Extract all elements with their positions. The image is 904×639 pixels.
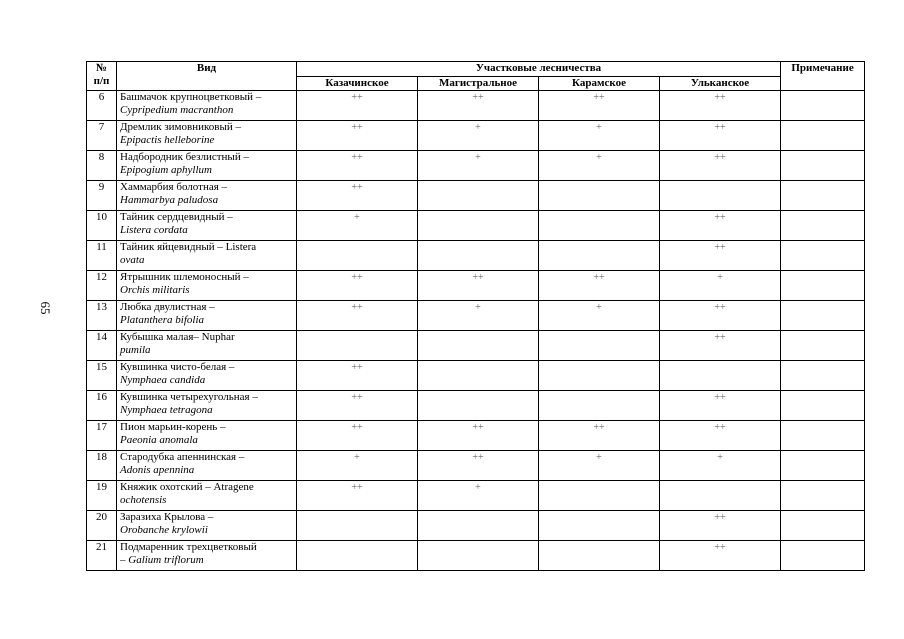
species-cell bbox=[117, 211, 297, 241]
presence-mark: ++ bbox=[297, 271, 418, 301]
species-name-latin: Platanthera bifolia bbox=[120, 314, 205, 326]
page-number: 65 bbox=[38, 301, 53, 315]
presence-mark bbox=[539, 241, 660, 271]
species-name-latin: Nymphaea candida bbox=[120, 374, 206, 386]
table-row bbox=[87, 541, 865, 571]
species-cell bbox=[117, 391, 297, 421]
header-forestry-magistralnoe: Магистральное bbox=[418, 77, 539, 91]
species-cell bbox=[117, 241, 297, 271]
note-cell bbox=[781, 361, 865, 391]
presence-mark: ++ bbox=[297, 91, 418, 121]
header-species: Вид bbox=[117, 62, 297, 91]
presence-mark: ++ bbox=[297, 361, 418, 391]
species-name-latin: pumila bbox=[120, 344, 151, 356]
header-forestry-kazachinskoe: Казачинское bbox=[297, 77, 418, 91]
presence-mark bbox=[297, 511, 418, 541]
presence-mark: + bbox=[660, 271, 781, 301]
table-row bbox=[87, 421, 865, 451]
presence-mark: + bbox=[539, 121, 660, 151]
presence-mark: + bbox=[297, 451, 418, 481]
presence-mark: ++ bbox=[660, 121, 781, 151]
presence-mark bbox=[660, 361, 781, 391]
row-number: 12 bbox=[87, 271, 117, 301]
presence-mark: ++ bbox=[539, 91, 660, 121]
species-name-ru: Хаммарбия болотная – bbox=[120, 181, 228, 193]
presence-mark: ++ bbox=[660, 241, 781, 271]
row-number: 21 bbox=[87, 541, 117, 571]
species-name-latin: Hammarbya paludosa bbox=[120, 194, 219, 206]
presence-mark: ++ bbox=[418, 271, 539, 301]
species-name-latin: Epipogium aphyllum bbox=[120, 164, 212, 176]
species-name-ru: Стародубка апеннинская – bbox=[120, 451, 245, 463]
species-name-latin: Paeonia anomala bbox=[120, 434, 198, 446]
presence-mark: ++ bbox=[418, 91, 539, 121]
presence-mark bbox=[418, 511, 539, 541]
table-row bbox=[87, 391, 865, 421]
species-name-ru: Надбородник безлистный – bbox=[120, 151, 249, 163]
presence-mark bbox=[539, 211, 660, 241]
presence-mark: ++ bbox=[539, 421, 660, 451]
presence-mark bbox=[297, 331, 418, 361]
row-number: 16 bbox=[87, 391, 117, 421]
table-row bbox=[87, 331, 865, 361]
presence-mark bbox=[418, 181, 539, 211]
header-num bbox=[87, 62, 117, 91]
note-cell bbox=[781, 541, 865, 571]
presence-mark bbox=[418, 241, 539, 271]
note-cell bbox=[781, 151, 865, 181]
note-cell bbox=[781, 121, 865, 151]
table-row bbox=[87, 181, 865, 211]
row-number: 11 bbox=[87, 241, 117, 271]
species-cell bbox=[117, 301, 297, 331]
row-number: 13 bbox=[87, 301, 117, 331]
presence-mark: ++ bbox=[539, 271, 660, 301]
species-cell bbox=[117, 451, 297, 481]
presence-mark: + bbox=[418, 151, 539, 181]
species-name-ru: Дремлик зимовниковый – bbox=[120, 121, 241, 133]
note-cell bbox=[781, 511, 865, 541]
table-row bbox=[87, 451, 865, 481]
note-cell bbox=[781, 481, 865, 511]
note-cell bbox=[781, 301, 865, 331]
species-name-ru: Тайник яйцевидный – Listera bbox=[120, 241, 257, 253]
presence-mark: ++ bbox=[418, 451, 539, 481]
species-name-ru: Башмачок крупноцветковый – bbox=[120, 91, 262, 103]
row-number: 19 bbox=[87, 481, 117, 511]
note-cell bbox=[781, 211, 865, 241]
species-cell bbox=[117, 91, 297, 121]
presence-mark: + bbox=[539, 301, 660, 331]
species-name-latin: Adonis apennina bbox=[120, 464, 195, 476]
presence-mark bbox=[418, 331, 539, 361]
species-name-ru: Подмаренник трехцветковый bbox=[120, 541, 257, 553]
presence-mark: ++ bbox=[660, 541, 781, 571]
species-name-latin: ochotensis bbox=[120, 494, 167, 506]
species-name-ru: Пион марьин-корень – bbox=[120, 421, 226, 433]
presence-mark: + bbox=[539, 151, 660, 181]
header-row-1 bbox=[87, 62, 865, 77]
species-table bbox=[86, 61, 865, 571]
species-name-latin: – Galium triflorum bbox=[120, 554, 204, 566]
row-number: 18 bbox=[87, 451, 117, 481]
presence-mark bbox=[297, 541, 418, 571]
species-cell bbox=[117, 421, 297, 451]
table-body bbox=[87, 91, 865, 571]
presence-mark bbox=[539, 181, 660, 211]
species-cell bbox=[117, 331, 297, 361]
presence-mark: ++ bbox=[297, 121, 418, 151]
note-cell bbox=[781, 181, 865, 211]
species-name-latin: Orobanche krylowii bbox=[120, 524, 208, 536]
species-name-ru: Тайник сердцевидный – bbox=[120, 211, 233, 223]
header-forestry-ulkanskoe: Ульканское bbox=[660, 77, 781, 91]
presence-mark bbox=[418, 541, 539, 571]
presence-mark: + bbox=[297, 211, 418, 241]
table-row bbox=[87, 301, 865, 331]
species-name-ru: Кувшинка чисто-белая – bbox=[120, 361, 235, 373]
table-row bbox=[87, 151, 865, 181]
species-cell bbox=[117, 121, 297, 151]
presence-mark: ++ bbox=[297, 421, 418, 451]
table-row bbox=[87, 91, 865, 121]
presence-mark: + bbox=[418, 481, 539, 511]
presence-mark: ++ bbox=[660, 301, 781, 331]
presence-mark: ++ bbox=[660, 211, 781, 241]
row-number: 6 bbox=[87, 91, 117, 121]
species-cell bbox=[117, 541, 297, 571]
note-cell bbox=[781, 421, 865, 451]
species-cell bbox=[117, 511, 297, 541]
presence-mark bbox=[539, 361, 660, 391]
presence-mark bbox=[539, 481, 660, 511]
table-row bbox=[87, 121, 865, 151]
species-name-latin: Orchis militaris bbox=[120, 284, 190, 296]
note-cell bbox=[781, 391, 865, 421]
presence-mark: ++ bbox=[660, 331, 781, 361]
presence-mark bbox=[297, 241, 418, 271]
species-cell bbox=[117, 271, 297, 301]
presence-mark: + bbox=[418, 301, 539, 331]
row-number: 9 bbox=[87, 181, 117, 211]
presence-mark bbox=[539, 511, 660, 541]
row-number: 17 bbox=[87, 421, 117, 451]
presence-mark: ++ bbox=[297, 181, 418, 211]
note-cell bbox=[781, 451, 865, 481]
presence-mark: ++ bbox=[297, 301, 418, 331]
note-cell bbox=[781, 91, 865, 121]
table-row bbox=[87, 481, 865, 511]
note-cell bbox=[781, 241, 865, 271]
species-cell bbox=[117, 151, 297, 181]
row-number: 7 bbox=[87, 121, 117, 151]
presence-mark: ++ bbox=[660, 421, 781, 451]
presence-mark: ++ bbox=[418, 421, 539, 451]
presence-mark bbox=[418, 361, 539, 391]
note-cell bbox=[781, 331, 865, 361]
species-name-latin: ovata bbox=[120, 254, 145, 266]
species-name-ru: Княжик охотский – Atragene bbox=[120, 481, 254, 493]
species-name-latin: Nymphaea tetragona bbox=[120, 404, 213, 416]
header-num-line2: п/п bbox=[93, 75, 110, 87]
presence-mark: ++ bbox=[660, 391, 781, 421]
species-name-ru: Любка двулистная – bbox=[120, 301, 215, 313]
table-row bbox=[87, 511, 865, 541]
note-cell bbox=[781, 271, 865, 301]
species-name-latin: Listera cordata bbox=[120, 224, 188, 236]
header-forestry-group: Участковые лесничества bbox=[297, 62, 781, 77]
presence-mark: ++ bbox=[660, 91, 781, 121]
row-number: 20 bbox=[87, 511, 117, 541]
presence-mark: ++ bbox=[660, 511, 781, 541]
species-name-latin: Cypripedium macranthon bbox=[120, 104, 234, 116]
presence-mark bbox=[418, 211, 539, 241]
species-name-ru: Заразиха Крылова – bbox=[120, 511, 214, 523]
species-cell bbox=[117, 481, 297, 511]
presence-mark: + bbox=[660, 451, 781, 481]
species-cell bbox=[117, 181, 297, 211]
presence-mark: ++ bbox=[660, 151, 781, 181]
presence-mark: ++ bbox=[297, 151, 418, 181]
presence-mark bbox=[418, 391, 539, 421]
header-note: Примечание bbox=[781, 62, 865, 91]
table-row bbox=[87, 361, 865, 391]
presence-mark bbox=[660, 481, 781, 511]
species-name-latin: Epipactis helleborine bbox=[120, 134, 215, 146]
table-row bbox=[87, 211, 865, 241]
presence-mark: ++ bbox=[297, 391, 418, 421]
row-number: 15 bbox=[87, 361, 117, 391]
presence-mark: + bbox=[418, 121, 539, 151]
row-number: 8 bbox=[87, 151, 117, 181]
table-row bbox=[87, 271, 865, 301]
presence-mark: + bbox=[539, 451, 660, 481]
row-number: 10 bbox=[87, 211, 117, 241]
header-num-line1: № bbox=[95, 62, 108, 74]
header-forestry-karamskoe: Карамское bbox=[539, 77, 660, 91]
presence-mark bbox=[660, 181, 781, 211]
presence-mark bbox=[539, 541, 660, 571]
row-number: 14 bbox=[87, 331, 117, 361]
presence-mark bbox=[539, 391, 660, 421]
presence-mark bbox=[539, 331, 660, 361]
species-name-ru: Ятрышник шлемоносный – bbox=[120, 271, 249, 283]
table-row bbox=[87, 241, 865, 271]
presence-mark: ++ bbox=[297, 481, 418, 511]
species-cell bbox=[117, 361, 297, 391]
species-name-ru: Кувшинка четырехугольная – bbox=[120, 391, 258, 403]
species-name-ru: Кубышка малая– Nuphar bbox=[120, 331, 235, 343]
